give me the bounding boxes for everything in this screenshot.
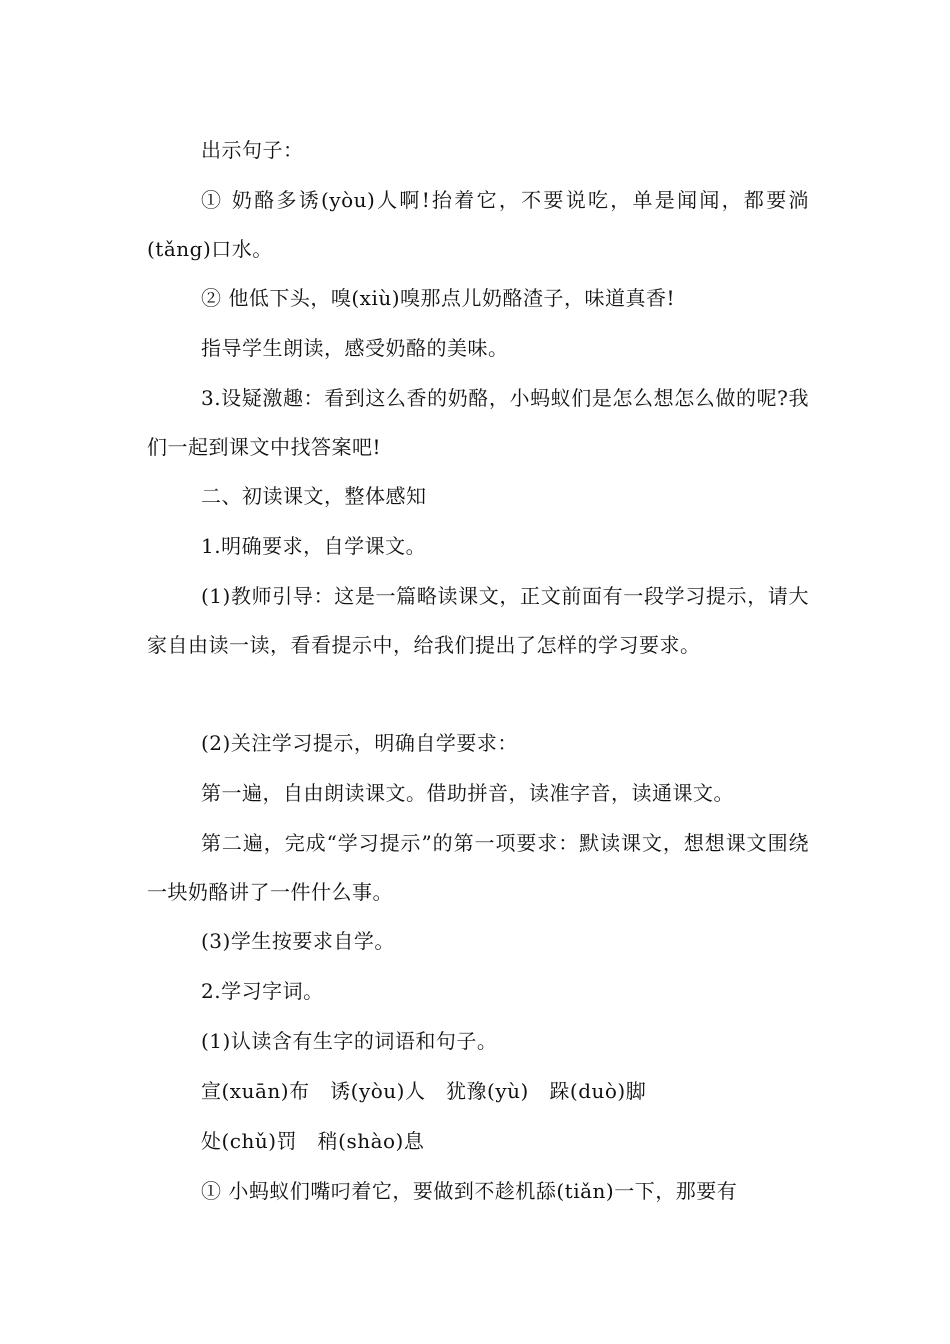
paragraph-teacher-guide: (1)教师引导：这是一篇略读课文，正文前面有一段学习提示，请大家自由读一读，看看提示中，给我们提出了怎样的学习要求。 <box>147 584 809 657</box>
paragraph-sentence-1: ① 奶酪多诱(yòu)人啊!抬着它，不要说吃，单是闻闻，都要淌(tǎng)口水。 <box>147 188 809 261</box>
paragraph-second-pass: 第二遍，完成“学习提示”的第一项要求：默读课文，想想课文围绕一块奶酪讲了一件什么事。 <box>147 831 809 904</box>
paragraph-read-words: (1)认读含有生字的词语和句子。 <box>201 1029 498 1053</box>
paragraph-suspense: 3.设疑激趣：看到这么香的奶酪，小蚂蚁们是怎么想怎么做的呢?我们一起到课文中找答案吧! <box>147 386 809 459</box>
section-heading-first-reading: 二、初读课文，整体感知 <box>201 484 427 508</box>
paragraph-self-study: (3)学生按要求自学。 <box>201 929 395 953</box>
paragraph-show-sentences: 出示句子： <box>201 138 304 162</box>
paragraph-learn-words: 2.学习字词。 <box>201 979 324 1003</box>
paragraph-learning-tips: (2)关注学习提示，明确自学要求： <box>201 731 518 755</box>
paragraph-ant-sentence: ① 小蚂蚁们嘴叼着它，要做到不趁机舔(tiǎn)一下，那要有 <box>201 1179 738 1203</box>
word-list-row-2: 处(chǔ)罚 稍(shào)息 <box>201 1129 425 1153</box>
paragraph-sentence-2: ② 他低下头，嗅(xiù)嗅那点儿奶酪渣子，味道真香! <box>201 286 676 310</box>
paragraph-first-pass: 第一遍，自由朗读课文。借助拼音，读准字音，读通课文。 <box>201 781 734 805</box>
word-list-row-1: 宣(xuān)布 诱(yòu)人 犹豫(yù) 跺(duò)脚 <box>201 1079 647 1103</box>
paragraph-guide-reading: 指导学生朗读，感受奶酪的美味。 <box>201 336 509 360</box>
paragraph-clarify-requirements: 1.明确要求，自学课文。 <box>201 534 427 558</box>
